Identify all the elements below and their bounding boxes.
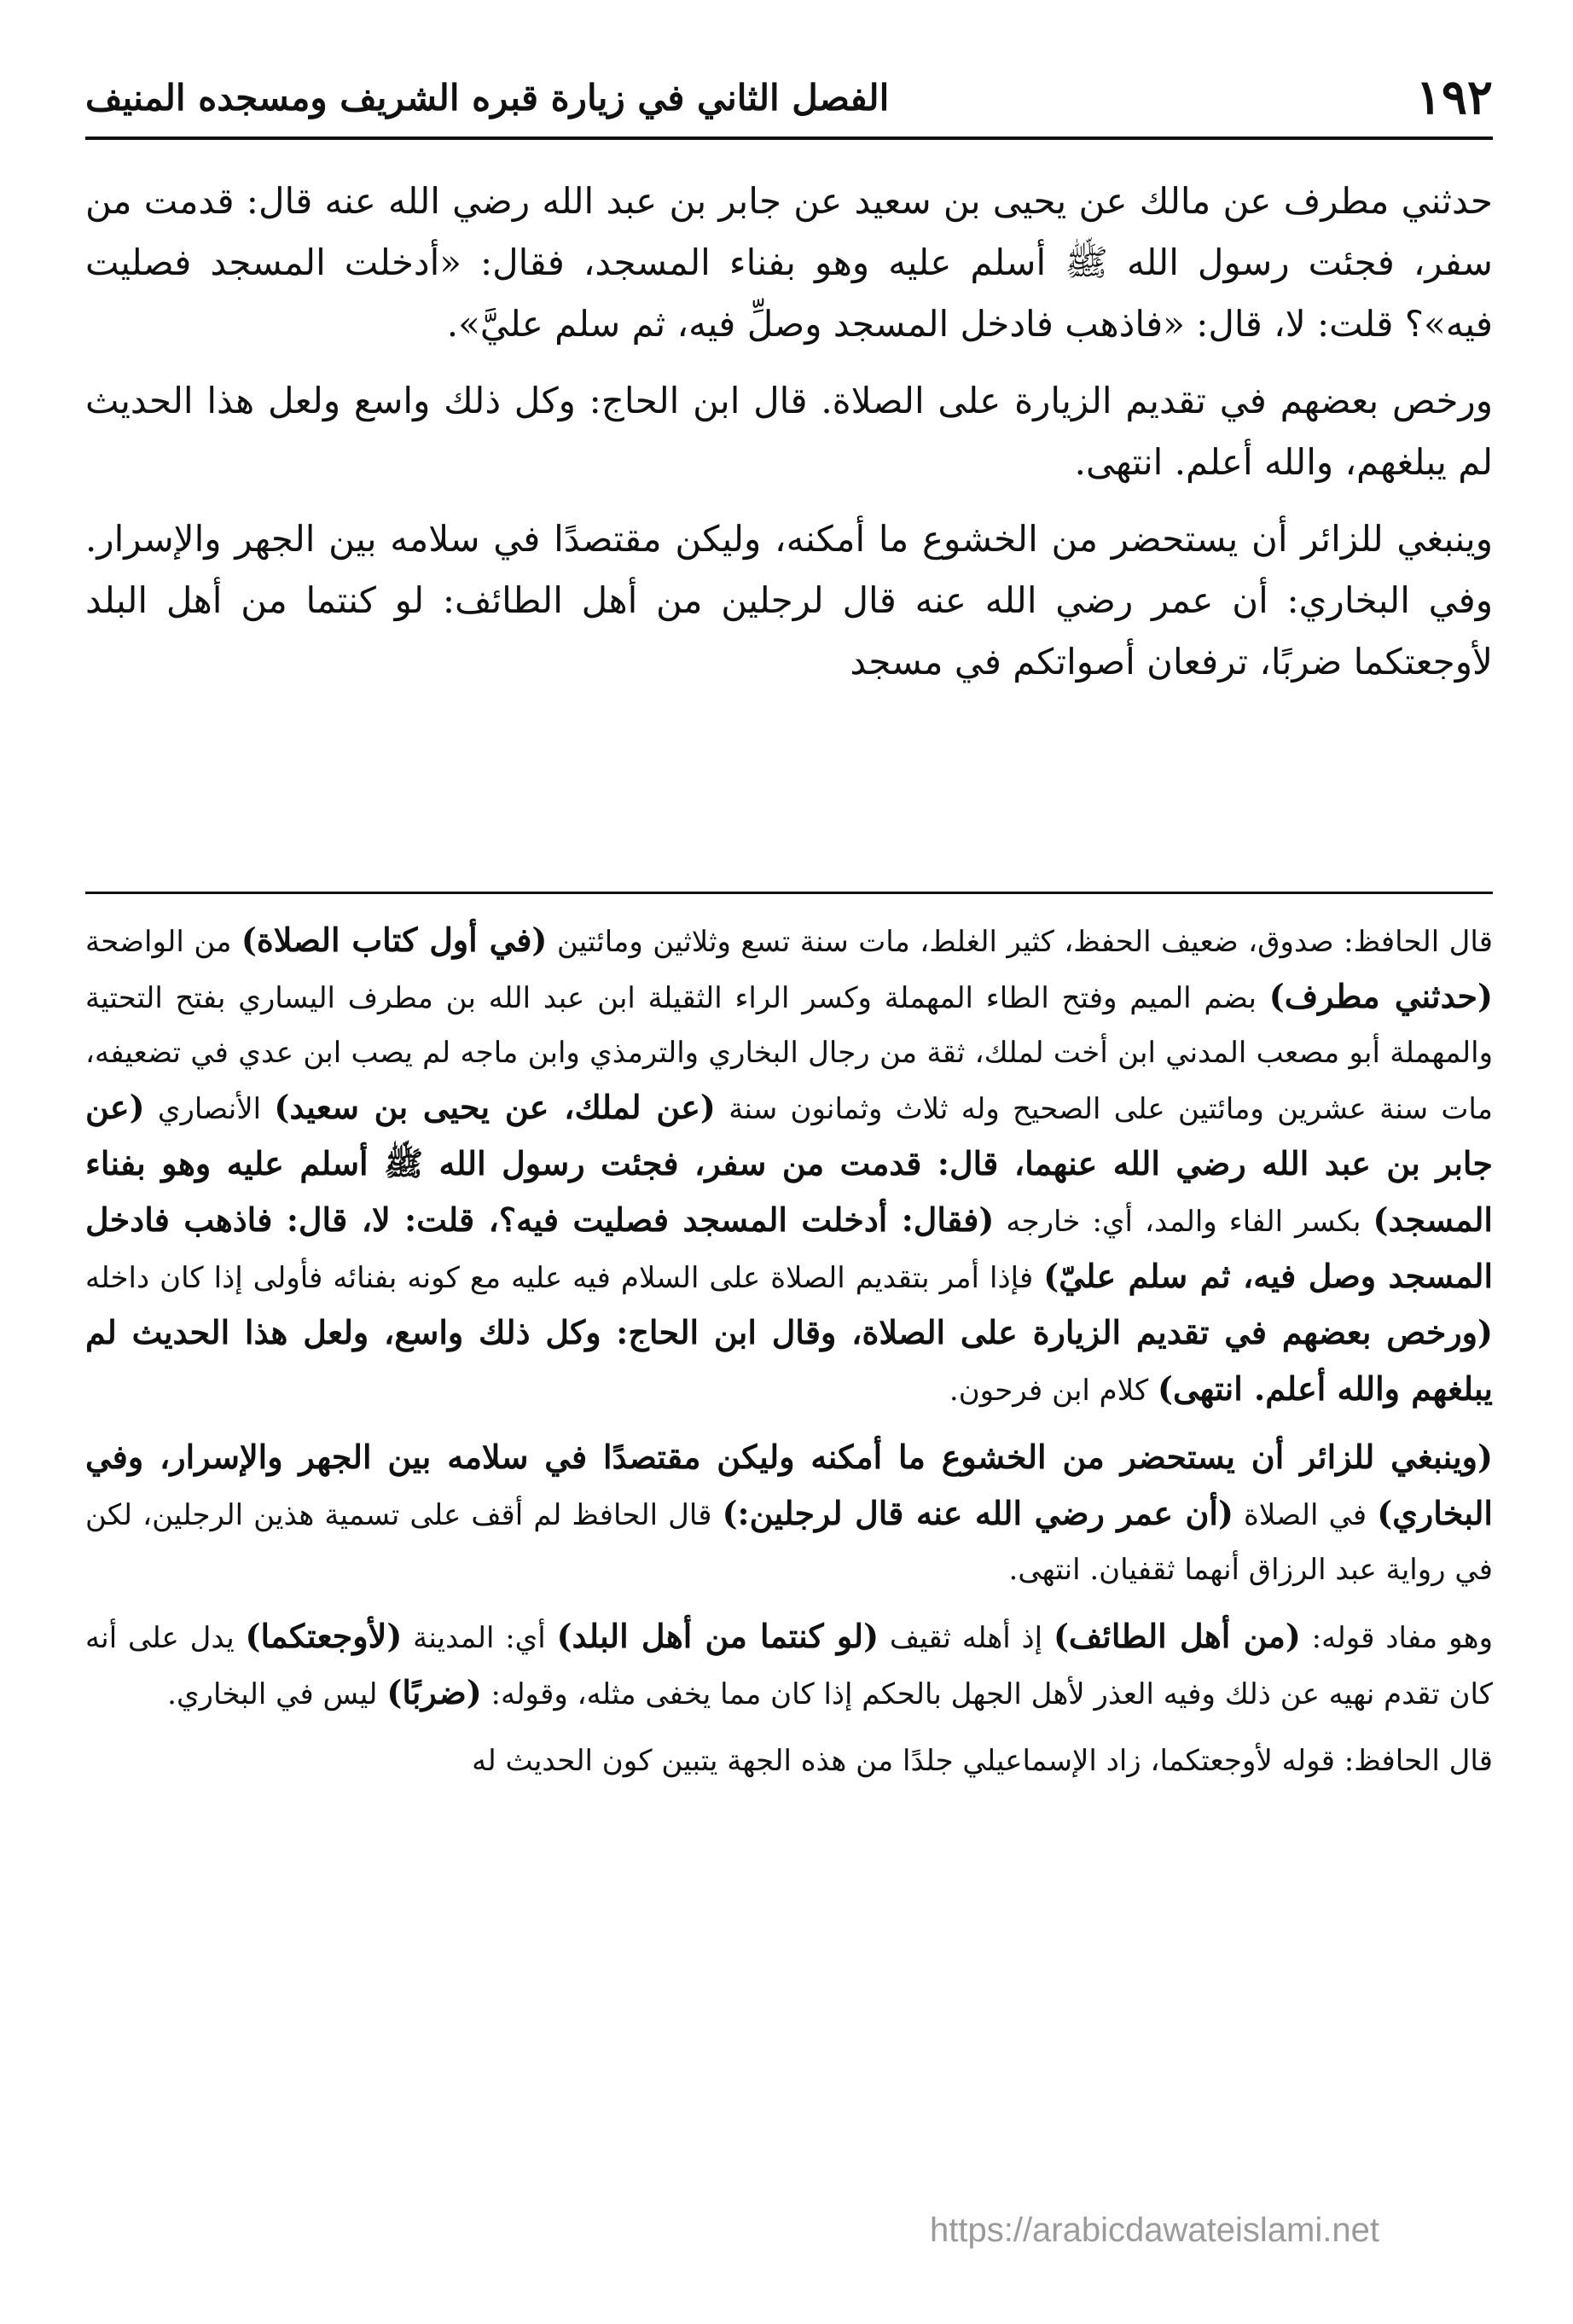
quoted-text-segment: (في أول كتاب الصلاة): [241, 921, 548, 959]
quoted-text-segment: (من أهل الطائف): [1053, 1617, 1301, 1655]
commentary-text-segment: قال الحافظ لم أقف على تسمية هذين الرجلين، لكن في رواية عبد الرزاق أنهما ثقفيان. انتهى.: [85, 1498, 1493, 1587]
quoted-text-segment: (ضربًا): [386, 1673, 482, 1711]
main-paragraph: حدثني مطرف عن مالك عن يحيى بن سعيد عن جابر بن عبد الله رضي الله عنه قال: قدمت من سفر، فجئت رسول الله ﷺ أسلم عليه وهو بفناء المسجد، فقال: «أدخلت المسجد فصليت فيه»؟ قلت: لا، قال: «فاذهب فادخل المسجد وصلِّ فيه، ثم سلم عليَّ».: [85, 180, 1493, 345]
page-header: [85, 67, 1493, 128]
commentary-paragraph: [85, 1430, 1493, 1597]
commentary-text-segment: ليس في البخاري.: [167, 1677, 387, 1711]
quoted-text-segment: (عن لملك، عن يحيى بن سعيد): [274, 1088, 716, 1126]
main-paragraph: ورخص بعضهم في تقديم الزيارة على الصلاة. قال ابن الحاج: وكل ذلك واسع ولعل هذا الحديث لم يبلغهم، والله أعلم. انتهى.: [85, 380, 1493, 483]
quoted-text-segment: (لو كنتما من أهل البلد): [556, 1617, 879, 1655]
commentary-text-segment: بضم الميم وفتح الطاء المهملة وكسر الراء الثقيلة ابن عبد الله بن مطرف اليساري بفتح التحتية والمهملة أبو مصعب المدني ابن أخت لملك، ثقة من رجال البخاري والترمذي وابن ماجه لم يصب ابن عدي في تضعيفه، مات سنة عشرين ومائتين على الصحيح وله ثلاث وثمانون سنة: [85, 981, 1494, 1126]
main-text: [85, 171, 1493, 708]
commentary-text-segment: إذ أهله ثقيف: [879, 1621, 1054, 1655]
commentary-text-segment: وهو مفاد قوله:: [1300, 1621, 1493, 1655]
commentary-text-segment: أي: المدينة: [402, 1621, 557, 1655]
quoted-text-segment: (وينبغي للزائر أن يستحضر من الخشوع ما أمكنه وليكن مقتصدًا في سلامه بين الجهر والإسرار، وفي البخاري): [85, 1438, 1493, 1532]
quoted-text-segment: (أن عمر رضي الله عنه قال لرجلين:): [722, 1494, 1233, 1532]
quoted-text-segment: (لأوجعتكما): [245, 1617, 403, 1655]
commentary-text-segment: يدل على أنه كان تقدم نهيه عن ذلك وفيه العذر لأهل الجهل بالحكم إذا كان مما يخفى مثله، وقوله:: [85, 1621, 1493, 1711]
commentary-text-segment: قال الحافظ: صدوق، ضعيف الحفظ، كثير الغلط، مات سنة تسع وثلاثين ومائتين: [547, 925, 1493, 959]
quoted-text-segment: (حدثني مطرف): [1268, 977, 1494, 1015]
commentary-paragraph: [85, 1609, 1493, 1722]
page-number: ١٩٢: [1415, 69, 1493, 125]
quoted-text-segment: (ورخص بعضهم في تقديم الزيارة على الصلاة، وقال ابن الحاج: وكل ذلك واسع، ولعل هذا الحديث لم يبلغهم والله أعلم. انتهى): [85, 1313, 1493, 1408]
commentary-notes: [85, 913, 1493, 1800]
main-paragraph: وينبغي للزائر أن يستحضر من الخشوع ما أمكنه، وليكن مقتصدًا في سلامه بين الجهر والإسرار. وفي البخاري: أن عمر رضي الله عنه قال لرجلين من أهل الطائف: لو كنتما من أهل البلد لأوجعتكما ضربًا، ترفعان أصواتكم في مسجد: [85, 518, 1493, 683]
header-rule: [85, 137, 1493, 140]
footnote-rule: [85, 892, 1493, 894]
commentary-text-segment: كلام ابن فرحون.: [949, 1374, 1158, 1408]
watermark-url: https://arabicdawateislami.net: [930, 2211, 1379, 2249]
quoted-text-segment: (عن جابر بن عبد الله رضي الله عنهما، قال: قدمت من سفر، فجئت رسول الله ﷺ أسلم عليه وهو بفناء المسجد): [85, 1088, 1493, 1239]
commentary-paragraph: [85, 913, 1493, 1418]
commentary-text-segment: قال الحافظ: قوله لأوجعتكما، زاد الإسماعيلي جلدًا من هذه الجهة يتبين كون الحديث له: [472, 1744, 1493, 1778]
commentary-text-segment: فإذا أمر بتقديم الصلاة على السلام فيه عليه مع كونه بفنائه فأولى إذا كان داخله: [85, 1261, 1044, 1295]
quoted-text-segment: (فقال: أدخلت المسجد فصليت فيه؟، قلت: لا، قال: فاذهب فادخل المسجد وصل فيه، ثم سلم عليّ): [85, 1200, 1493, 1295]
commentary-paragraph: [85, 1734, 1493, 1788]
commentary-text-segment: من الواضحة: [85, 925, 241, 959]
running-title: الفصل الثاني في زيارة قبره الشريف ومسجده المنيف: [85, 76, 890, 119]
commentary-text-segment: في الصلاة: [1233, 1498, 1378, 1532]
commentary-text-segment: الأنصاري: [144, 1092, 275, 1126]
commentary-text-segment: بكسر الفاء والمد، أي: خارجه: [994, 1205, 1373, 1239]
